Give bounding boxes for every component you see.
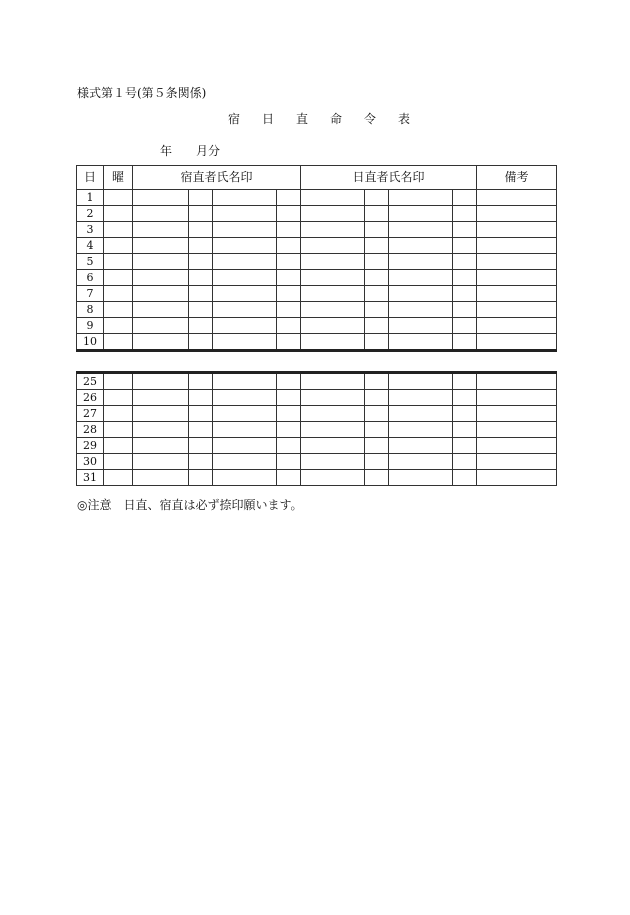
entry-cell[interactable] bbox=[277, 206, 301, 222]
entry-cell[interactable] bbox=[477, 470, 557, 486]
title-char: 表 bbox=[397, 112, 410, 126]
header-day: 日 bbox=[77, 166, 104, 190]
entry-cell[interactable] bbox=[104, 238, 133, 254]
entry-cell[interactable] bbox=[189, 286, 213, 302]
title-char: 命 bbox=[329, 112, 342, 126]
table-row bbox=[77, 302, 557, 318]
entry-cell[interactable] bbox=[365, 318, 389, 334]
entry-cell[interactable] bbox=[389, 286, 453, 302]
entry-cell[interactable] bbox=[389, 318, 453, 334]
entry-cell[interactable] bbox=[301, 302, 365, 318]
entry-cell[interactable] bbox=[133, 470, 189, 486]
entry-cell[interactable] bbox=[104, 286, 133, 302]
entry-cell[interactable] bbox=[133, 334, 189, 351]
entry-cell[interactable] bbox=[301, 334, 365, 351]
entry-cell[interactable] bbox=[189, 190, 213, 206]
entry-cell[interactable] bbox=[104, 470, 133, 486]
entry-cell[interactable] bbox=[277, 190, 301, 206]
table-header-row bbox=[77, 166, 557, 190]
entry-cell[interactable] bbox=[213, 190, 277, 206]
entry-cell[interactable] bbox=[477, 302, 557, 318]
month-label: 月分 bbox=[196, 144, 221, 158]
entry-cell[interactable] bbox=[453, 406, 477, 422]
entry-cell[interactable] bbox=[301, 238, 365, 254]
entry-cell[interactable] bbox=[389, 390, 453, 406]
entry-cell[interactable] bbox=[104, 190, 133, 206]
entry-cell[interactable] bbox=[277, 254, 301, 270]
entry-cell[interactable] bbox=[277, 390, 301, 406]
table-row bbox=[77, 454, 557, 470]
entry-cell[interactable] bbox=[301, 286, 365, 302]
day-number-cell: 5 bbox=[77, 254, 104, 270]
entry-cell[interactable] bbox=[453, 270, 477, 286]
entry-cell[interactable] bbox=[189, 222, 213, 238]
entry-cell[interactable] bbox=[104, 302, 133, 318]
table-row bbox=[77, 238, 557, 254]
entry-cell[interactable] bbox=[301, 222, 365, 238]
entry-cell[interactable] bbox=[213, 470, 277, 486]
table-row bbox=[77, 373, 557, 390]
entry-cell[interactable] bbox=[301, 470, 365, 486]
entry-cell[interactable] bbox=[389, 302, 453, 318]
table-row bbox=[77, 254, 557, 270]
entry-cell[interactable] bbox=[301, 373, 365, 390]
table-row bbox=[77, 190, 557, 206]
day-number-cell: 10 bbox=[77, 334, 104, 351]
entry-cell[interactable] bbox=[213, 318, 277, 334]
entry-cell[interactable] bbox=[389, 254, 453, 270]
day-number-cell: 8 bbox=[77, 302, 104, 318]
entry-cell[interactable] bbox=[477, 254, 557, 270]
form-number-label: 様式第１号(第５条関係) bbox=[77, 86, 207, 100]
entry-cell[interactable] bbox=[301, 206, 365, 222]
title-char: 令 bbox=[363, 112, 376, 126]
entry-cell[interactable] bbox=[477, 438, 557, 454]
entry-cell[interactable] bbox=[133, 454, 189, 470]
day-number-cell: 9 bbox=[77, 318, 104, 334]
entry-cell[interactable] bbox=[453, 222, 477, 238]
entry-cell[interactable] bbox=[213, 270, 277, 286]
entry-cell[interactable] bbox=[477, 422, 557, 438]
entry-cell[interactable] bbox=[365, 206, 389, 222]
entry-cell[interactable] bbox=[133, 222, 189, 238]
entry-cell[interactable] bbox=[365, 422, 389, 438]
entry-cell[interactable] bbox=[365, 222, 389, 238]
entry-cell[interactable] bbox=[389, 470, 453, 486]
entry-cell[interactable] bbox=[365, 286, 389, 302]
entry-cell[interactable] bbox=[189, 302, 213, 318]
table-row bbox=[77, 406, 557, 422]
entry-cell[interactable] bbox=[301, 270, 365, 286]
header-day-duty: 日直者氏名印 bbox=[301, 166, 477, 190]
entry-cell[interactable] bbox=[365, 454, 389, 470]
entry-cell[interactable] bbox=[477, 334, 557, 351]
entry-cell[interactable] bbox=[477, 270, 557, 286]
document-title bbox=[0, 110, 630, 127]
table-row bbox=[77, 334, 557, 351]
entry-cell[interactable] bbox=[277, 373, 301, 390]
entry-cell[interactable] bbox=[189, 470, 213, 486]
entry-cell[interactable] bbox=[213, 254, 277, 270]
entry-cell[interactable] bbox=[133, 238, 189, 254]
entry-cell[interactable] bbox=[365, 373, 389, 390]
day-number-cell: 6 bbox=[77, 270, 104, 286]
day-number-cell: 2 bbox=[77, 206, 104, 222]
entry-cell[interactable] bbox=[477, 286, 557, 302]
note-text: ◎注意 日直、宿直は必ず捺印願います。 bbox=[77, 498, 303, 512]
entry-cell[interactable] bbox=[213, 302, 277, 318]
header-weekday: 曜 bbox=[104, 166, 133, 190]
entry-cell[interactable] bbox=[477, 454, 557, 470]
day-number-cell: 1 bbox=[77, 190, 104, 206]
entry-cell[interactable] bbox=[213, 222, 277, 238]
day-number-cell: 26 bbox=[77, 390, 104, 406]
entry-cell[interactable] bbox=[453, 390, 477, 406]
entry-cell[interactable] bbox=[477, 318, 557, 334]
entry-cell[interactable] bbox=[189, 373, 213, 390]
entry-cell[interactable] bbox=[453, 190, 477, 206]
entry-cell[interactable] bbox=[477, 206, 557, 222]
entry-cell[interactable] bbox=[133, 422, 189, 438]
entry-cell[interactable] bbox=[277, 238, 301, 254]
entry-cell[interactable] bbox=[365, 302, 389, 318]
entry-cell[interactable] bbox=[189, 406, 213, 422]
entry-cell[interactable] bbox=[104, 254, 133, 270]
entry-cell[interactable] bbox=[104, 390, 133, 406]
entry-cell[interactable] bbox=[365, 334, 389, 351]
entry-cell[interactable] bbox=[389, 422, 453, 438]
entry-cell[interactable] bbox=[133, 438, 189, 454]
entry-cell[interactable] bbox=[365, 390, 389, 406]
day-number-cell: 30 bbox=[77, 454, 104, 470]
top-body bbox=[77, 190, 557, 351]
entry-cell[interactable] bbox=[453, 254, 477, 270]
entry-cell[interactable] bbox=[301, 454, 365, 470]
entry-cell[interactable] bbox=[213, 454, 277, 470]
entry-cell[interactable] bbox=[104, 454, 133, 470]
entry-cell[interactable] bbox=[365, 190, 389, 206]
entry-cell[interactable] bbox=[453, 470, 477, 486]
entry-cell[interactable] bbox=[389, 190, 453, 206]
entry-cell[interactable] bbox=[213, 334, 277, 351]
entry-cell[interactable] bbox=[189, 206, 213, 222]
entry-cell[interactable] bbox=[277, 438, 301, 454]
entry-cell[interactable] bbox=[453, 302, 477, 318]
entry-cell[interactable] bbox=[389, 270, 453, 286]
entry-cell[interactable] bbox=[213, 438, 277, 454]
entry-cell[interactable] bbox=[104, 334, 133, 351]
title-char: 日 bbox=[261, 112, 274, 126]
entry-cell[interactable] bbox=[277, 286, 301, 302]
entry-cell[interactable] bbox=[389, 206, 453, 222]
entry-cell[interactable] bbox=[301, 318, 365, 334]
entry-cell[interactable] bbox=[453, 334, 477, 351]
day-number-cell: 29 bbox=[77, 438, 104, 454]
day-number-cell: 25 bbox=[77, 373, 104, 390]
day-number-cell: 31 bbox=[77, 470, 104, 486]
entry-cell[interactable] bbox=[104, 318, 133, 334]
entry-cell[interactable] bbox=[213, 373, 277, 390]
table-row bbox=[77, 390, 557, 406]
day-number-cell: 3 bbox=[77, 222, 104, 238]
entry-cell[interactable] bbox=[453, 422, 477, 438]
entry-cell[interactable] bbox=[477, 373, 557, 390]
entry-cell[interactable] bbox=[104, 222, 133, 238]
entry-cell[interactable] bbox=[213, 286, 277, 302]
entry-cell[interactable] bbox=[189, 270, 213, 286]
entry-cell[interactable] bbox=[133, 254, 189, 270]
entry-cell[interactable] bbox=[133, 270, 189, 286]
entry-cell[interactable] bbox=[104, 270, 133, 286]
entry-cell[interactable] bbox=[213, 422, 277, 438]
table-row bbox=[77, 270, 557, 286]
entry-cell[interactable] bbox=[189, 254, 213, 270]
day-number-cell: 27 bbox=[77, 406, 104, 422]
entry-cell[interactable] bbox=[133, 318, 189, 334]
entry-cell[interactable] bbox=[213, 238, 277, 254]
entry-cell[interactable] bbox=[389, 238, 453, 254]
entry-cell[interactable] bbox=[133, 286, 189, 302]
entry-cell[interactable] bbox=[133, 190, 189, 206]
entry-cell[interactable] bbox=[301, 422, 365, 438]
entry-cell[interactable] bbox=[389, 406, 453, 422]
entry-cell[interactable] bbox=[365, 438, 389, 454]
entry-cell[interactable] bbox=[365, 406, 389, 422]
entry-cell[interactable] bbox=[301, 438, 365, 454]
entry-cell[interactable] bbox=[189, 238, 213, 254]
table-row bbox=[77, 222, 557, 238]
entry-cell[interactable] bbox=[277, 454, 301, 470]
entry-cell[interactable] bbox=[189, 454, 213, 470]
entry-cell[interactable] bbox=[133, 406, 189, 422]
table-row bbox=[77, 286, 557, 302]
entry-cell[interactable] bbox=[365, 470, 389, 486]
entry-cell[interactable] bbox=[104, 406, 133, 422]
entry-cell[interactable] bbox=[477, 222, 557, 238]
entry-cell[interactable] bbox=[453, 238, 477, 254]
entry-cell[interactable] bbox=[453, 438, 477, 454]
entry-cell[interactable] bbox=[389, 438, 453, 454]
entry-cell[interactable] bbox=[453, 318, 477, 334]
day-number-cell: 28 bbox=[77, 422, 104, 438]
entry-cell[interactable] bbox=[277, 406, 301, 422]
day-number-cell: 4 bbox=[77, 238, 104, 254]
entry-cell[interactable] bbox=[277, 318, 301, 334]
entry-cell[interactable] bbox=[365, 254, 389, 270]
entry-cell[interactable] bbox=[389, 373, 453, 390]
entry-cell[interactable] bbox=[277, 422, 301, 438]
entry-cell[interactable] bbox=[301, 190, 365, 206]
entry-cell[interactable] bbox=[277, 270, 301, 286]
entry-cell[interactable] bbox=[104, 422, 133, 438]
entry-cell[interactable] bbox=[389, 334, 453, 351]
entry-cell[interactable] bbox=[133, 206, 189, 222]
entry-cell[interactable] bbox=[365, 238, 389, 254]
entry-cell[interactable] bbox=[213, 406, 277, 422]
entry-cell[interactable] bbox=[477, 238, 557, 254]
entry-cell[interactable] bbox=[453, 206, 477, 222]
header-night-duty: 宿直者氏名印 bbox=[133, 166, 301, 190]
entry-cell[interactable] bbox=[301, 254, 365, 270]
table-row bbox=[77, 470, 557, 486]
entry-cell[interactable] bbox=[104, 206, 133, 222]
entry-cell[interactable] bbox=[389, 454, 453, 470]
entry-cell[interactable] bbox=[189, 318, 213, 334]
entry-cell[interactable] bbox=[189, 390, 213, 406]
entry-cell[interactable] bbox=[277, 470, 301, 486]
bottom-body bbox=[77, 373, 557, 486]
entry-cell[interactable] bbox=[213, 390, 277, 406]
entry-cell[interactable] bbox=[477, 406, 557, 422]
entry-cell[interactable] bbox=[277, 222, 301, 238]
entry-cell[interactable] bbox=[133, 302, 189, 318]
year-label: 年 bbox=[160, 144, 173, 158]
duty-table-top bbox=[76, 165, 557, 352]
table-row bbox=[77, 438, 557, 454]
entry-cell[interactable] bbox=[453, 286, 477, 302]
entry-cell[interactable] bbox=[133, 390, 189, 406]
table-row bbox=[77, 206, 557, 222]
entry-cell[interactable] bbox=[277, 302, 301, 318]
table-row bbox=[77, 422, 557, 438]
entry-cell[interactable] bbox=[301, 406, 365, 422]
entry-cell[interactable] bbox=[453, 454, 477, 470]
header-remarks: 備考 bbox=[477, 166, 557, 190]
entry-cell[interactable] bbox=[301, 390, 365, 406]
duty-table-bottom bbox=[76, 371, 557, 486]
entry-cell[interactable] bbox=[213, 206, 277, 222]
title-char: 直 bbox=[295, 112, 308, 126]
entry-cell[interactable] bbox=[389, 222, 453, 238]
title-char: 宿 bbox=[227, 112, 240, 126]
entry-cell[interactable] bbox=[365, 270, 389, 286]
entry-cell[interactable] bbox=[189, 422, 213, 438]
entry-cell[interactable] bbox=[453, 373, 477, 390]
entry-cell[interactable] bbox=[477, 190, 557, 206]
entry-cell[interactable] bbox=[277, 334, 301, 351]
table-row bbox=[77, 318, 557, 334]
entry-cell[interactable] bbox=[189, 334, 213, 351]
entry-cell[interactable] bbox=[104, 438, 133, 454]
entry-cell[interactable] bbox=[104, 373, 133, 390]
entry-cell[interactable] bbox=[189, 438, 213, 454]
entry-cell[interactable] bbox=[133, 373, 189, 390]
day-number-cell: 7 bbox=[77, 286, 104, 302]
entry-cell[interactable] bbox=[477, 390, 557, 406]
